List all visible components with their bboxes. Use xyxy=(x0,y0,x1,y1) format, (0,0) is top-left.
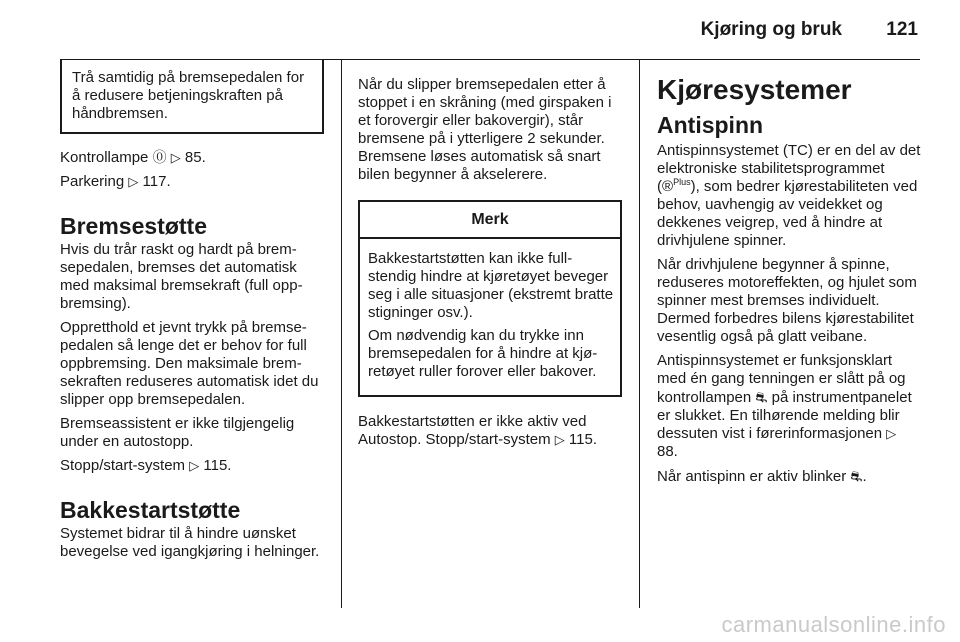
ref-arrow-icon: ▷ xyxy=(886,426,897,441)
traction-control-icon: ⛐ xyxy=(755,389,768,405)
section-heading: Bakkestartstøtte xyxy=(60,497,241,523)
note-text: Trå samtidig på bremsepedalen for å redusere betjeningskraften på håndbremsen. xyxy=(72,69,305,122)
ref-arrow-icon: ▷ xyxy=(554,432,565,447)
paragraph: Bremseassistent er ikke tilgjengelig under en autostopp. xyxy=(60,415,295,450)
text: Parkering xyxy=(60,173,129,190)
brake-lamp-icon: ⓪ xyxy=(152,149,167,165)
column-2 xyxy=(358,76,622,455)
paragraph: Når du slipper bremsepedalen etter å stoppet i en skråning (med girspaken i et forovergir eller bakovergir), står bremsene på i ytterligere 2 sekunder. Bremsene løses automatisk så snart bilen begynner å akselerere. xyxy=(358,76,612,183)
text: . xyxy=(862,468,867,485)
ref-arrow-icon: ▷ xyxy=(189,458,200,473)
text: ), som bedrer kjørestabiliteten ved behov, uavhengig av veidekket og dekkenes veigrep, ved å hindre at drivhjulene spinner. xyxy=(657,178,918,249)
text: på instrumentpanelet er slukket. En tilhørende melding blir dessuten vist i førerinformasjonen xyxy=(657,389,912,442)
paragraph: Når drivhjulene begynner å spinne, reduseres motoreffekten, og hjulet som spinner mest bremses individuelt. Dermed forbedres bilens kjørestabilitet vesentlig også på glatt veibane. xyxy=(657,256,917,345)
paragraph: Oppretthold et jevnt trykk på bremsepedalen så lenge det er behov for full oppbremsing. Den maksimale bremsekraften reduseres automatisk idet du slipper opp bremsepedalen. xyxy=(60,319,319,408)
ref-arrow-icon: ▷ xyxy=(128,174,139,189)
section-heading: Bremsestøtte xyxy=(60,213,207,239)
paragraph xyxy=(657,352,921,461)
traction-control-icon: ⛐ xyxy=(850,468,863,484)
chapter-heading: Kjøresystemer xyxy=(657,74,852,105)
page-ref[interactable]: 117. xyxy=(138,173,171,190)
watermark: carmanualsonline.info xyxy=(721,612,946,637)
column-divider xyxy=(341,60,342,608)
header-title: Kjøring og bruk xyxy=(700,19,842,40)
paragraph xyxy=(358,413,622,449)
note-paragraph: Om nødvendig kan du trykke inn bremsepedalen for å hindre at kjøretøyet ruller forover eller bakover. xyxy=(368,327,598,380)
note-paragraph: Bakkestartstøtten kan ikke fullstendig hindre at kjøretøyet beveger seg i alle situasjoner (ekstremt bratte stigninger osv.). xyxy=(368,250,614,321)
text: Antispinnsystemet (TC) er en del av det elektroniske stabilitetsprogrammet (® xyxy=(657,142,921,195)
paragraph xyxy=(657,142,921,250)
superscript: Plus xyxy=(673,177,691,187)
paragraph xyxy=(60,173,324,191)
note-box xyxy=(60,60,324,134)
text: Når antispinn er aktiv blinker xyxy=(657,468,851,485)
text: Stopp/start-system xyxy=(60,457,190,474)
paragraph: Hvis du trår raskt og hardt på bremsepedalen, bremses det automatisk med maksimal bremsekraft (full oppbremsing). xyxy=(60,241,303,312)
column-1 xyxy=(60,60,324,567)
section-heading: Antispinn xyxy=(657,112,764,138)
text: Bakkestartstøtten er ikke aktiv ved Autostop. Stopp/start-system xyxy=(358,413,587,448)
page-ref[interactable]: 115. xyxy=(564,431,598,448)
text: Kontrollampe xyxy=(60,149,153,166)
page-ref[interactable]: 88. xyxy=(657,443,678,460)
note-title: Merk xyxy=(360,202,620,239)
page-header xyxy=(0,0,960,58)
column-3 xyxy=(657,60,921,492)
paragraph xyxy=(657,467,921,486)
note-body xyxy=(360,239,620,395)
paragraph xyxy=(60,148,324,167)
page-ref[interactable]: 85. xyxy=(180,149,206,166)
text: Antispinnsystemet er funksjonsklart med én gang tenningen er slått på og kontrollampen xyxy=(657,352,906,406)
paragraph: Systemet bidrar til å hindre uønsket bevegelse ved igangkjøring i helninger. xyxy=(60,525,320,560)
page-number: 121 xyxy=(886,19,918,40)
ref-arrow-icon: ▷ xyxy=(170,150,181,165)
note-box-merk xyxy=(358,200,622,397)
paragraph xyxy=(60,457,324,475)
column-divider xyxy=(639,60,640,608)
page-ref[interactable]: 115. xyxy=(199,457,232,474)
